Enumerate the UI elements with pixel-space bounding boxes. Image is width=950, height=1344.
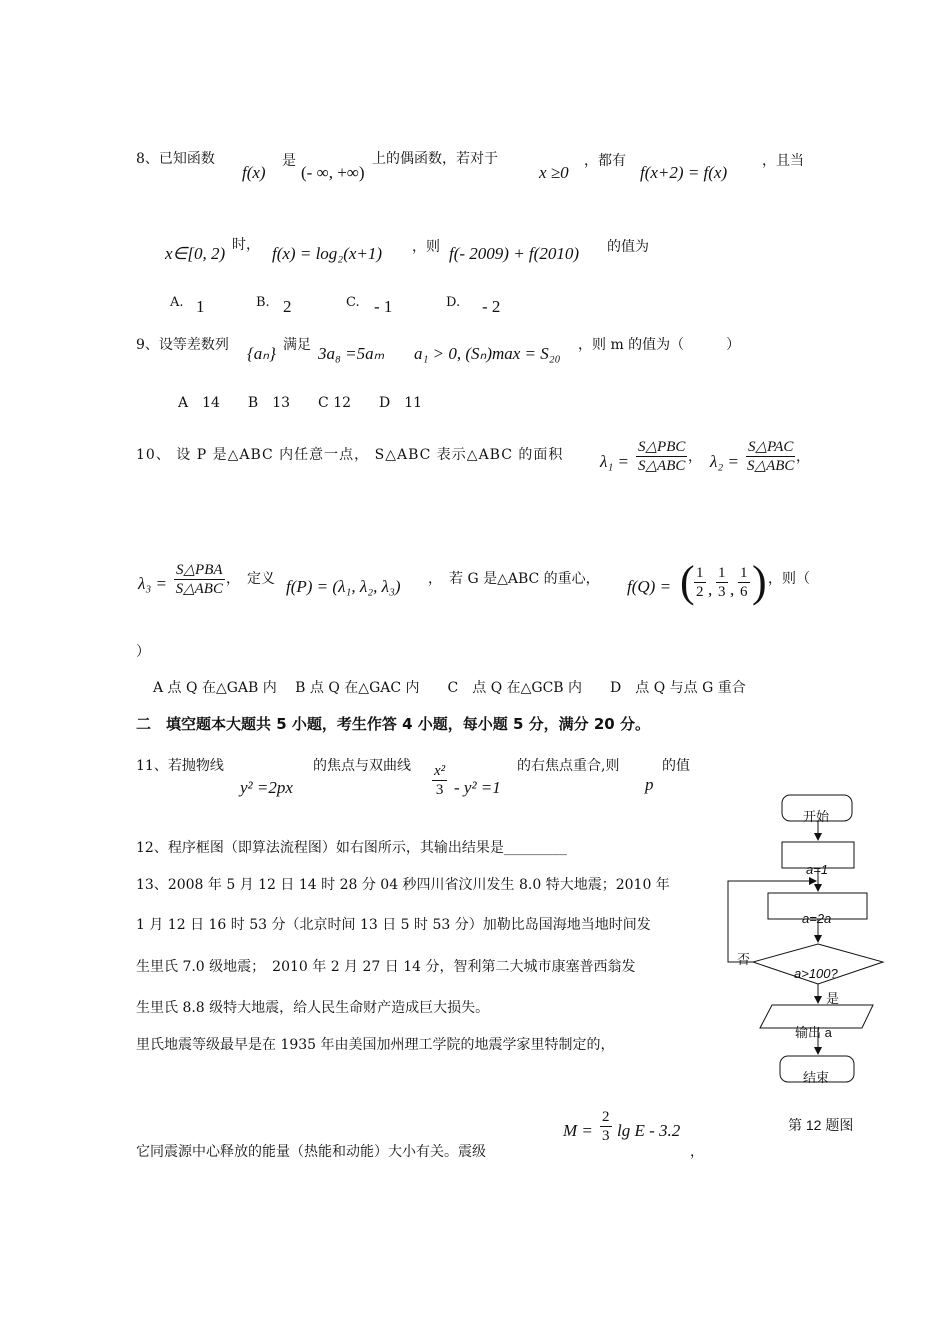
q9-eq: 3a₈ =5aₘ xyxy=(318,344,385,363)
q10-ze: ，则（ xyxy=(768,571,810,587)
q10-comma2: ， xyxy=(796,449,810,465)
q8-def: f(x) = log₂(x+1) xyxy=(272,244,383,263)
q10-fq-num3: 1 xyxy=(740,565,748,581)
q8-prefix: 8、已知函数 xyxy=(136,151,215,167)
q10-fq-comma: , xyxy=(708,580,713,599)
q8-is: 是 xyxy=(282,153,296,169)
q8-opt-b: 2 xyxy=(283,297,292,316)
q10-l3-num: S△PBA xyxy=(176,562,223,578)
q10-define: ， 定义 xyxy=(226,571,275,587)
q11-p: p xyxy=(645,775,654,794)
q13-line-5: 里氏地震等级最早是在 1935 年由美国加州理工学院的地震学家里特制定的， xyxy=(136,1037,615,1053)
q10-fq-comma: , xyxy=(730,580,735,599)
q11-parabola: y² =2px xyxy=(240,778,293,797)
q10-fq: f(Q) = xyxy=(627,577,672,596)
q10-gtext: ， 若 G 是△ABC 的重心， xyxy=(428,571,600,587)
q13-formula-comma: ， xyxy=(690,1144,704,1160)
q10-l3: λ₃ = xyxy=(138,574,167,593)
q8-val: 的值为 xyxy=(607,239,649,255)
q8-opt-a-label: A. xyxy=(170,295,184,310)
q11-hyp-rest: - y² =1 xyxy=(454,778,501,797)
q8-even: 上的偶函数，若对于 xyxy=(372,151,498,167)
q10-l2-den: S△ABC xyxy=(747,458,795,474)
q11-mid: 的焦点与双曲线 xyxy=(313,758,411,774)
q13-formula-lhs: M = xyxy=(563,1121,593,1140)
q9-ask: ，则 m 的值为（ ） xyxy=(578,337,741,353)
q11-hyp-num: x² xyxy=(434,763,446,779)
q13-line-6: 它同震源中心释放的能量（热能和动能）大小有关。震级 xyxy=(136,1144,486,1160)
q10-l2: λ₂ = xyxy=(710,452,739,471)
flow-end-label: 结束 xyxy=(803,1070,830,1085)
flow-init-label: a=1 xyxy=(806,862,829,877)
q10-close: ） xyxy=(136,644,150,660)
flow-no-label: 否 xyxy=(737,952,751,967)
q13-formula-den: 3 xyxy=(602,1128,610,1144)
q10-prefix: 10、 设 P 是△ABC 内任意一点， S△ABC 表示△ABC 的面积 xyxy=(136,447,564,463)
q9-options: A 14 B 13 C 12 D 11 xyxy=(178,395,423,411)
q10-l2-num: S△PAC xyxy=(748,439,794,455)
q8-period: f(x+2) = f(x) xyxy=(640,163,728,182)
q13-formula-rhs: lg E - 3.2 xyxy=(617,1121,681,1140)
q9-satisfy: 满足 xyxy=(283,337,311,353)
q11-val: 的值 xyxy=(662,758,690,774)
q8-opt-b-label: B. xyxy=(256,295,270,310)
q8-ze: ，则 xyxy=(412,239,440,255)
flow-out-label: 输出 a xyxy=(795,1025,832,1040)
q10-l3-den: S△ABC xyxy=(175,581,223,597)
flow-start-label: 开始 xyxy=(803,809,830,824)
q8-expr: f(- 2009) + f(2010) xyxy=(449,244,579,263)
q13-line-4: 生里氏 8.8 级特大地震，给人民生命财产造成巨大损失。 xyxy=(136,1000,490,1016)
q11-hyp-den: 3 xyxy=(435,782,444,798)
flow-cond-label: a>100? xyxy=(794,966,838,981)
q10-comma1: ， xyxy=(688,449,702,465)
q8-cond: x ≥0 xyxy=(539,163,569,182)
q13-line-2: 1 月 12 日 16 时 53 分（北京时间 13 日 5 时 53 分）加勒比岛国海地当地时间发 xyxy=(136,917,651,933)
q8-opt-c: - 1 xyxy=(374,297,393,316)
q10-fq-den3: 6 xyxy=(740,584,748,600)
q10-fq-paren-right: ) xyxy=(752,557,767,606)
q8-opt-d: - 2 xyxy=(482,297,501,316)
q8-fx: f(x) xyxy=(242,163,266,182)
q8-shi: 时， xyxy=(232,237,260,253)
q9-prefix: 9、设等差数列 xyxy=(136,337,229,353)
q10-fq-paren-left: ( xyxy=(680,557,695,606)
q8-opt-c-label: C. xyxy=(346,295,360,310)
question-12: 12、程序框图（即算法流程图）如右图所示，其输出结果是_________ xyxy=(136,840,567,856)
q8-interval: x∈[0, 2) xyxy=(165,244,226,263)
q9-seq: {aₙ} xyxy=(247,344,276,363)
q11-tail: 的右焦点重合,则 xyxy=(517,758,620,774)
q8-opt-d-label: D. xyxy=(446,295,461,310)
section-2-heading: 二 填空题本大题共 5 小题，考生作答 4 小题，每小题 5 分，满分 20 分。 xyxy=(136,715,650,733)
q10-fq-num2: 1 xyxy=(718,565,726,581)
q13-line-3: 生里氏 7.0 级地震； 2010 年 2 月 27 日 14 分，智利第二大城市康塞普西翁发 xyxy=(136,959,636,975)
q10-l1-num: S△PBC xyxy=(638,439,686,455)
q8-when: ，且当 xyxy=(762,153,804,169)
q10-l1-den: S△ABC xyxy=(638,458,686,474)
q13-formula-num: 2 xyxy=(602,1109,610,1125)
flow-caption: 第 12 题图 xyxy=(788,1117,854,1133)
q10-l1: λ₁ = xyxy=(600,452,629,471)
q11-prefix: 11、若抛物线 xyxy=(136,758,224,774)
flow-step-label: a=2a xyxy=(802,911,832,926)
q10-fq-num1: 1 xyxy=(696,565,704,581)
q10-fp: f(P) = (λ₁, λ₂, λ₃) xyxy=(286,577,401,596)
q10-options: A 点 Q 在△GAB 内 B 点 Q 在△GAC 内 C 点 Q 在△GCB 内 D 点 Q 与点 G 重合 xyxy=(153,680,746,696)
flow-yes-label: 是 xyxy=(826,991,840,1006)
q13-line-1: 13、2008 年 5 月 12 日 14 时 28 分 04 秒四川省汶川发生 8.0 特大地震；2010 年 xyxy=(136,877,670,893)
q10-fq-den1: 2 xyxy=(696,584,704,600)
q8-opt-a: 1 xyxy=(196,297,205,316)
q10-fq-den2: 3 xyxy=(718,584,726,600)
q8-all: ，都有 xyxy=(584,153,626,169)
q9-cond: a₁ > 0, (Sₙ)max = S₂₀ xyxy=(414,344,561,363)
q8-domain: (- ∞, +∞) xyxy=(301,163,365,182)
